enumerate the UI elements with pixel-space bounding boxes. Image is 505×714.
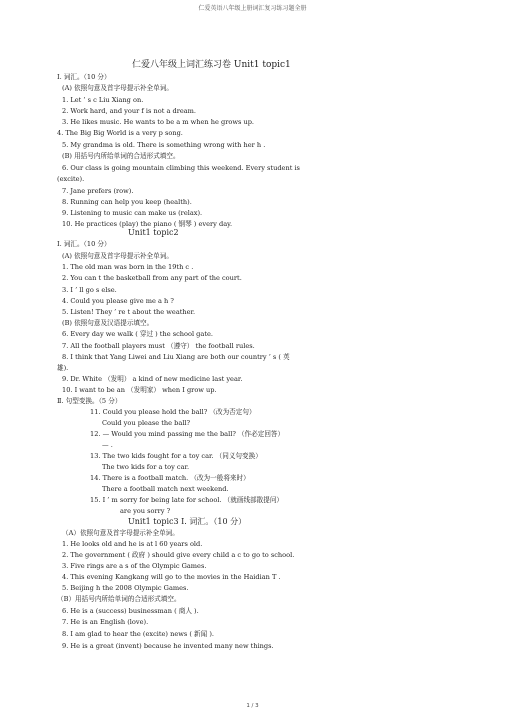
exercise-line: 4. This evening Kangkang will go to the movies in the Haidian T . bbox=[62, 573, 281, 581]
exercise-line: There a football match next weekend. bbox=[102, 485, 229, 493]
exercise-line: are you sorry ? bbox=[120, 507, 171, 515]
section-heading: Ⅱ. 句型变换。（5 分） bbox=[57, 397, 122, 405]
exercise-line: 9. He is a great (invent) because he invented many new things. bbox=[62, 642, 274, 650]
exercise-line: 1. The old man was born in the 19th c . bbox=[62, 263, 194, 271]
exercise-line: 7. He is an English (love). bbox=[62, 618, 149, 626]
exercise-line: 3. Five rings are a s of the Olympic Games. bbox=[62, 562, 207, 570]
exercise-line: 2. The government ( 政府 ) should give every child a c to go to school. bbox=[62, 551, 295, 559]
instruction-line: （B）用括号内所给单词的合适形式填空。 bbox=[57, 595, 181, 603]
exercise-line: 14. There is a football match. （改为一般将来时） bbox=[90, 474, 250, 482]
exercise-line: 8. I am glad to hear the (excite) news ( 新闻 ). bbox=[62, 630, 214, 638]
exercise-line: The two kids for a toy car. bbox=[102, 463, 190, 471]
exercise-line: 2. You can t the basketball from any part of the court. bbox=[62, 274, 242, 282]
exercise-line: 3. He likes music. He wants to be a m when he grows up. bbox=[62, 118, 255, 126]
exercise-line: 4. Could you please give me a h ? bbox=[62, 297, 174, 305]
exercise-line: 10. I want to be an （发明家） when I grow up. bbox=[62, 386, 217, 394]
page-number: 1 / 3 bbox=[246, 703, 259, 709]
exercise-line: 9. Dr. White （发明） a kind of new medicine last year. bbox=[62, 375, 243, 383]
exercise-line: 6. Our class is going mountain climbing this weekend. Every student is bbox=[62, 164, 300, 172]
exercise-line: 7. All the football players must （遵守） the football rules. bbox=[62, 342, 255, 350]
exercise-line: 5. Beijing h the 2008 Olympic Games. bbox=[62, 584, 189, 592]
exercise-line: 1. Let ’ s c Liu Xiang on. bbox=[62, 96, 144, 104]
exercise-line: Could you please the ball? bbox=[102, 419, 191, 427]
exercise-line: 8. Running can help you keep (health). bbox=[62, 198, 192, 206]
exercise-line: 6. Every day we walk ( 穿过 ) the school gate. bbox=[62, 330, 213, 338]
exercise-line: (excite). bbox=[57, 175, 85, 183]
exercise-line: 9. Listening to music can make us (relax). bbox=[62, 209, 203, 217]
instruction-line: (B) 依照句意及汉语提示填空。 bbox=[62, 319, 154, 327]
exercise-line: 4. The Big Big World is a very p song. bbox=[57, 129, 183, 137]
exercise-line: 6. He is a (success) businessman ( 商人 ). bbox=[62, 607, 199, 615]
instruction-line: (B) 用括号内所给单词的合适形式填空。 bbox=[62, 152, 180, 160]
exercise-line: 8. I think that Yang Liwei and Liu Xiang are both our country ’ s ( 英 bbox=[62, 353, 290, 361]
exercise-line: 13. The two kids fought for a toy car. （同义句变换） bbox=[90, 452, 262, 460]
title-unit1-topic1: 仁爱八年级上词汇练习卷 Unit1 topic1 bbox=[132, 60, 291, 70]
exercise-line: 雄). bbox=[57, 364, 69, 372]
exercise-line: 10. He practices (play) the piano ( 钢琴 ) every day. bbox=[62, 220, 233, 228]
exercise-line: 7. Jane prefers (row). bbox=[62, 187, 134, 195]
exercise-line: 12. — Would you mind passing me the ball? （作必定回答） bbox=[90, 430, 285, 438]
section-heading: Ⅰ. 词汇。（10 分） bbox=[57, 240, 111, 248]
instruction-line: （A）依照句意及首字母提示补全单词。 bbox=[62, 529, 179, 537]
exercise-line: 15. I ’ m sorry for being late for school. （就画线部散提问） bbox=[90, 496, 284, 504]
exercise-line: 3. I ’ ll go s else. bbox=[62, 286, 117, 294]
instruction-line: (A) 依照句意及首字母提示补全单词。 bbox=[62, 84, 173, 92]
title-unit1-topic2: Unit1 topic2 bbox=[128, 228, 179, 237]
exercise-line: 11. Could you please hold the ball? （改为否定句） bbox=[90, 408, 256, 416]
section-heading: Ⅰ. 词汇。（10 分） bbox=[57, 73, 111, 81]
exercise-line: — . bbox=[102, 441, 113, 449]
exercise-line: 5. Listen! They ’ re t about the weather. bbox=[62, 308, 196, 316]
title-unit1-topic3: Unit1 topic3 Ⅰ. 词汇。（10 分） bbox=[128, 517, 247, 526]
instruction-line: (A) 依照句意及首字母提示补全单词。 bbox=[62, 252, 173, 260]
exercise-line: 2. Work hard, and your f is not a dream. bbox=[62, 107, 197, 115]
document-header: 仁爱英语八年级上册词汇复习练习题全册 bbox=[198, 5, 307, 12]
exercise-line: 1. He looks old and he is at l 60 years old. bbox=[62, 540, 203, 548]
exercise-line: 5. My grandma is old. There is something wrong with her h . bbox=[62, 141, 266, 149]
